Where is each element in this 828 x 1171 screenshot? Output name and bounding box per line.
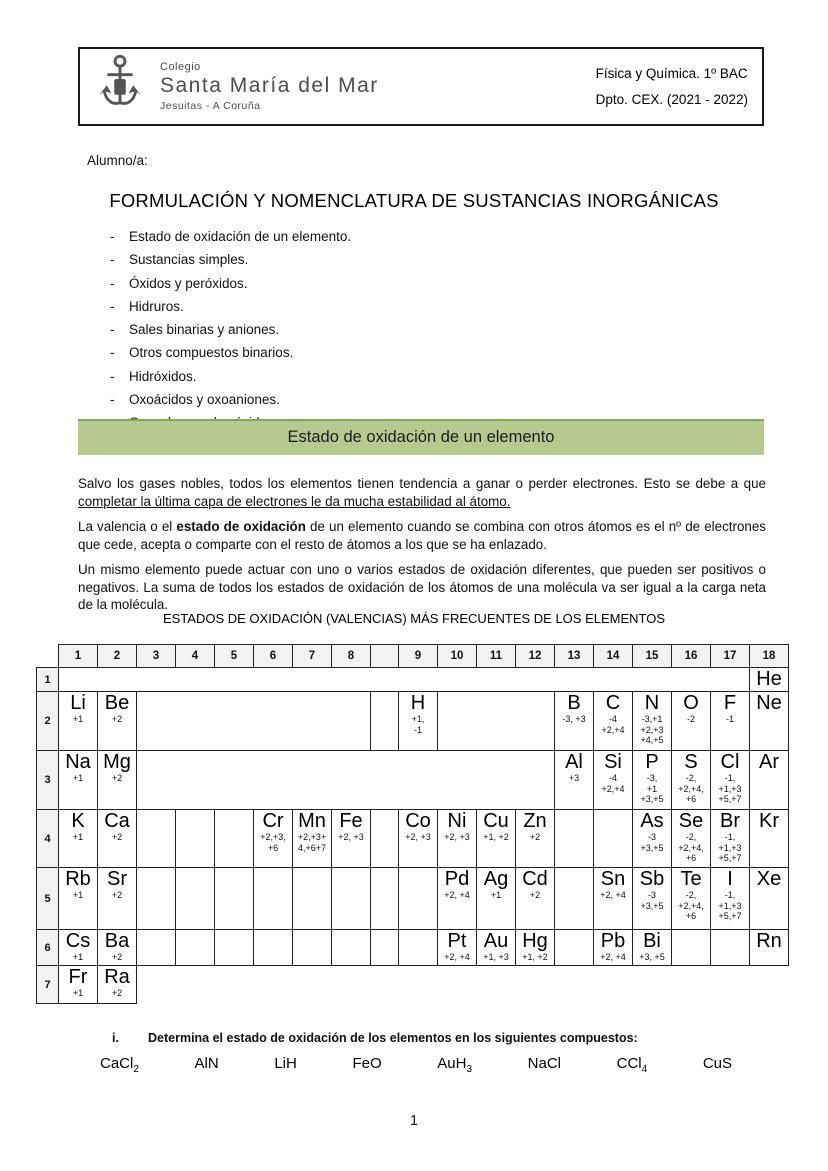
element-cell-Al — [555, 751, 594, 810]
oxidation-states: +2 — [529, 832, 541, 842]
absent-cell — [438, 966, 477, 1004]
element-symbol: F — [723, 692, 737, 714]
element-symbol: Co — [405, 810, 431, 832]
element-cell-Fr — [59, 966, 98, 1004]
element-cell-Ar — [750, 751, 789, 810]
element-cell-Pt — [438, 930, 477, 966]
anchor-icon — [95, 53, 145, 120]
element-symbol: Se — [678, 810, 704, 832]
element-symbol: Cr — [262, 810, 284, 832]
toc-item-label: Sustancias simples. — [129, 252, 249, 268]
oxidation-states: +2, +3 — [338, 832, 364, 842]
group-header-4: 4 — [176, 645, 215, 668]
toc-item-4 — [110, 299, 351, 322]
element-symbol: Xe — [756, 868, 782, 890]
absent-cell — [215, 966, 254, 1004]
element-cell-O — [672, 692, 711, 751]
oxidation-states: +2 — [111, 832, 123, 842]
oxidation-states: -1, +1,+3 +5,+7 — [718, 890, 742, 921]
element-symbol: S — [684, 751, 698, 773]
empty-cell — [293, 930, 332, 966]
element-cell-Cd — [516, 868, 555, 930]
empty-cell — [137, 930, 176, 966]
oxidation-states: +2 — [111, 714, 123, 724]
toc-item-3 — [110, 276, 351, 299]
oxidation-states: -3 +3,+5 — [640, 832, 664, 853]
compound-formula-CCl4: CCl$_4$ — [616, 1055, 648, 1075]
toc-item-7 — [110, 369, 351, 392]
absent-cell — [516, 966, 555, 1004]
group-header-14: 14 — [594, 645, 633, 668]
empty-cell — [59, 668, 750, 692]
paragraph-3-text: Un mismo elemento puede actuar con uno o varios estados de oxidación diferentes, que pueden ser positivos o negativos. La suma de todos los estados de oxidación de los átomos de una molécula va ser igual a la carga neta de la molécula. — [78, 562, 766, 612]
element-cell-B — [555, 692, 594, 751]
toc-item-2 — [110, 252, 351, 275]
element-cell-Cl — [711, 751, 750, 810]
oxidation-states: +2,+3, +6 — [260, 832, 286, 853]
group-header-gap — [371, 645, 399, 668]
group-header-10: 10 — [438, 645, 477, 668]
element-symbol: Ag — [483, 868, 509, 890]
group-header-16: 16 — [672, 645, 711, 668]
school-name: Santa María del Mar — [160, 74, 379, 97]
oxidation-states: +2, +4 — [600, 952, 626, 962]
element-cell-Sn — [594, 868, 633, 930]
oxidation-states: +3, +5 — [639, 952, 665, 962]
element-symbol: Mg — [103, 751, 131, 773]
period-label-6: 6 — [37, 930, 59, 966]
element-cell-Br — [711, 810, 750, 868]
absent-cell — [254, 692, 293, 751]
element-cell-Te — [672, 868, 711, 930]
element-cell-Co — [399, 810, 438, 868]
empty-cell — [137, 751, 555, 810]
element-symbol: C — [605, 692, 621, 714]
element-cell-Na — [59, 751, 98, 810]
element-cell-Mn — [293, 810, 332, 868]
oxidation-states: -3,+1 +2,+3 +4,+5 — [640, 714, 664, 745]
element-symbol: P — [645, 751, 659, 773]
element-cell-He — [750, 668, 789, 692]
oxidation-states: +2 — [111, 952, 123, 962]
absent-cell — [137, 966, 176, 1004]
oxidation-states: +2, +4 — [444, 952, 470, 962]
element-cell-Mg — [98, 751, 137, 810]
absent-cell — [672, 966, 711, 1004]
element-symbol: Ca — [104, 810, 130, 832]
oxidation-states: -2, +2,+4, +6 — [678, 832, 704, 863]
element-cell-P — [633, 751, 672, 810]
element-cell-Pd — [438, 868, 477, 930]
toc-list — [110, 229, 351, 439]
element-symbol: O — [683, 692, 699, 714]
element-symbol: N — [644, 692, 660, 714]
element-cell-Zn — [516, 810, 555, 868]
compound-formula-NaCl: NaCl — [527, 1055, 561, 1072]
toc-item-5 — [110, 322, 351, 345]
element-cell-Cr — [254, 810, 293, 868]
group-header-13: 13 — [555, 645, 594, 668]
element-cell-Ra — [98, 966, 137, 1004]
absent-cell — [633, 966, 672, 1004]
toc-bullet: - — [110, 229, 115, 244]
empty-cell — [594, 810, 633, 868]
element-cell-I — [711, 868, 750, 930]
element-cell-Bi — [633, 930, 672, 966]
oxidation-states: +1 — [72, 773, 84, 783]
element-symbol: Pt — [447, 930, 467, 952]
element-symbol: H — [410, 692, 426, 714]
element-symbol: Fe — [339, 810, 363, 832]
element-symbol: Ni — [447, 810, 467, 832]
oxidation-states: +1 — [72, 988, 84, 998]
oxidation-states: +2, +3 — [405, 832, 431, 842]
absent-cell — [516, 692, 555, 751]
school-logo — [92, 55, 148, 119]
oxidation-states: +2, +4 — [444, 890, 470, 900]
oxidation-states: -1, +1,+3 +5,+7 — [718, 773, 742, 804]
toc-item-8 — [110, 392, 351, 415]
element-symbol: I — [727, 868, 733, 890]
absent-cell — [176, 966, 215, 1004]
oxidation-states: +1, +2 — [483, 832, 509, 842]
school-name-block — [160, 61, 379, 112]
absent-cell — [137, 692, 176, 751]
empty-cell — [371, 930, 399, 966]
empty-cell — [332, 868, 371, 930]
group-header-11: 11 — [477, 645, 516, 668]
group-header-17: 17 — [711, 645, 750, 668]
compound-formula-AlN: AlN — [194, 1055, 219, 1072]
element-symbol: Pb — [600, 930, 626, 952]
element-symbol: Cs — [65, 930, 91, 952]
empty-cell — [254, 930, 293, 966]
paragraph-3 — [78, 561, 766, 613]
absent-cell — [176, 692, 215, 751]
compound-formula-LiH: LiH — [274, 1055, 297, 1072]
empty-cell — [371, 868, 399, 930]
empty-cell — [254, 868, 293, 930]
absent-cell — [332, 692, 371, 751]
section-banner: Estado de oxidación de un elemento — [78, 419, 764, 455]
element-cell-Se — [672, 810, 711, 868]
group-header-6: 6 — [254, 645, 293, 668]
absent-cell — [750, 966, 789, 1004]
element-cell-K — [59, 810, 98, 868]
oxidation-states: +1, +2 — [522, 952, 548, 962]
oxidation-states: -4 +2,+4 — [601, 714, 625, 735]
element-cell-Au — [477, 930, 516, 966]
empty-cell — [137, 868, 176, 930]
element-symbol: Na — [65, 751, 91, 773]
element-symbol: Sb — [639, 868, 665, 890]
element-cell-Sr — [98, 868, 137, 930]
compound-formula-FeO: FeO — [352, 1055, 382, 1072]
period-label-5: 5 — [37, 868, 59, 930]
element-symbol: Li — [70, 692, 86, 714]
element-symbol: Cl — [720, 751, 740, 773]
empty-cell — [215, 930, 254, 966]
oxidation-states-table — [36, 644, 789, 1004]
element-symbol: Ra — [104, 966, 130, 988]
element-cell-Rb — [59, 868, 98, 930]
element-cell-S — [672, 751, 711, 810]
page-number: 1 — [409, 1113, 419, 1129]
element-cell-Ni — [438, 810, 477, 868]
oxidation-states: +2 — [529, 890, 541, 900]
oxidation-states: -2 — [686, 714, 695, 724]
element-cell-Sb — [633, 868, 672, 930]
oxidation-states: +1, -1 — [411, 714, 425, 735]
oxidation-states: +1 — [72, 890, 84, 900]
periodic-table-caption: ESTADOS DE OXIDACIÓN (VALENCIAS) MÁS FRECUENTES DE LOS ELEMENTOS — [162, 611, 666, 626]
group-header-18: 18 — [750, 645, 789, 668]
exercise-1 — [112, 1031, 638, 1045]
element-symbol: Rn — [756, 930, 782, 952]
oxidation-states: +1, +3 — [483, 952, 509, 962]
oxidation-states: +3 — [568, 773, 580, 783]
element-symbol: Si — [604, 751, 622, 773]
absent-cell — [399, 966, 438, 1004]
toc-bullet: - — [110, 252, 115, 268]
paragraph-2 — [78, 518, 766, 553]
oxidation-states: -4 +2,+4 — [601, 773, 625, 794]
element-cell-N — [633, 692, 672, 751]
element-cell-C — [594, 692, 633, 751]
element-symbol: Al — [565, 751, 583, 773]
absent-cell — [254, 966, 293, 1004]
absent-cell — [477, 692, 516, 751]
period-label-1: 1 — [37, 668, 59, 692]
element-symbol: Cu — [483, 810, 509, 832]
element-symbol: Fr — [68, 966, 88, 988]
element-cell-F — [711, 692, 750, 751]
school-subtitle: Jesuitas - A Coruña — [160, 100, 261, 112]
absent-cell — [293, 966, 332, 1004]
paragraph-2-text: La valencia o el — [78, 519, 177, 535]
empty-cell — [176, 930, 215, 966]
period-label-2: 2 — [37, 692, 59, 751]
periodic-table — [36, 644, 789, 1004]
empty-cell — [555, 810, 594, 868]
empty-cell — [293, 868, 332, 930]
group-header-9: 9 — [399, 645, 438, 668]
oxidation-states: -2, +2,+4, +6 — [678, 773, 704, 804]
absent-cell — [555, 966, 594, 1004]
element-cell-Ba — [98, 930, 137, 966]
oxidation-states: -3, +3 — [562, 714, 586, 724]
element-symbol: Be — [104, 692, 130, 714]
element-cell-Kr — [750, 810, 789, 868]
empty-cell — [672, 930, 711, 966]
element-symbol: He — [756, 668, 782, 690]
empty-cell — [399, 930, 438, 966]
school-header-box — [78, 47, 764, 126]
document-title: FORMULACIÓN Y NOMENCLATURA DE SUSTANCIAS INORGÁNICAS — [109, 190, 719, 211]
element-cell-As — [633, 810, 672, 868]
absent-cell — [371, 966, 399, 1004]
paragraph-1-text: Salvo los gases nobles, todos los elementos tienen tendencia a ganar o perder electrones. Esto se debe a que — [78, 476, 766, 492]
period-label-7: 7 — [37, 966, 59, 1004]
oxidation-states: -1 — [725, 714, 734, 724]
toc-item-label: Oxoácidos y oxoaniones. — [129, 392, 280, 408]
element-symbol: Cd — [522, 868, 548, 890]
header-course-block — [596, 66, 748, 107]
group-header-12: 12 — [516, 645, 555, 668]
compound-formula-AuH3: AuH$_3$ — [437, 1055, 473, 1075]
element-symbol: Zn — [523, 810, 547, 832]
empty-cell — [371, 692, 399, 751]
toc-bullet: - — [110, 298, 115, 314]
paragraph-2-text-post: de un elemento cuando se combina con otros átomos es el nº de electrones que cede, acepta o comparte con el resto de átomos a los que se ha enlazado. — [78, 519, 766, 552]
empty-cell — [399, 868, 438, 930]
element-symbol: Ar — [759, 751, 779, 773]
compounds-row — [100, 1055, 732, 1075]
element-symbol: Mn — [298, 810, 326, 832]
toc-item-label: Óxidos y peróxidos. — [129, 275, 248, 291]
element-cell-Pb — [594, 930, 633, 966]
school-label-colegio: Colegio — [160, 61, 201, 73]
element-symbol: Rb — [65, 868, 91, 890]
element-cell-Si — [594, 751, 633, 810]
group-header-15: 15 — [633, 645, 672, 668]
group-header-2: 2 — [98, 645, 137, 668]
empty-cell — [371, 810, 399, 868]
toc-item-label: Hidruros. — [129, 298, 184, 314]
exercise-text: Determina el estado de oxidación de los elementos en los siguientes compuestos: — [148, 1031, 638, 1045]
oxidation-states: -3, +1 +3,+5 — [640, 773, 664, 804]
element-symbol: Pd — [444, 868, 470, 890]
empty-cell — [176, 810, 215, 868]
oxidation-states: +2, +3 — [444, 832, 470, 842]
element-symbol: Sn — [600, 868, 626, 890]
compound-formula-CaCl2: CaCl$_2$ — [100, 1055, 139, 1075]
toc-bullet: - — [110, 345, 115, 361]
element-symbol: B — [567, 692, 581, 714]
element-cell-Li — [59, 692, 98, 751]
compound-formula-CuS: CuS — [702, 1055, 732, 1072]
toc-bullet: - — [110, 368, 115, 384]
empty-cell — [711, 930, 750, 966]
paragraph-1 — [78, 475, 766, 510]
empty-cell — [137, 810, 176, 868]
oxidation-states: +2, +4 — [600, 890, 626, 900]
oxidation-states: +1 — [72, 714, 84, 724]
element-cell-H — [399, 692, 438, 751]
absent-cell — [477, 966, 516, 1004]
oxidation-states: +2 — [111, 773, 123, 783]
oxidation-states: -2, +2,+4, +6 — [678, 890, 704, 921]
group-header-3: 3 — [137, 645, 176, 668]
period-label-4: 4 — [37, 810, 59, 868]
empty-cell — [176, 868, 215, 930]
absent-cell — [293, 692, 332, 751]
toc-bullet: - — [110, 392, 115, 408]
element-cell-Be — [98, 692, 137, 751]
element-cell-Ne — [750, 692, 789, 751]
element-cell-Xe — [750, 868, 789, 930]
element-symbol: Br — [720, 810, 740, 832]
toc-bullet: - — [110, 322, 115, 338]
element-symbol: Ba — [104, 930, 130, 952]
empty-cell — [555, 930, 594, 966]
group-header-1: 1 — [59, 645, 98, 668]
element-cell-Cu — [477, 810, 516, 868]
group-header-8: 8 — [332, 645, 371, 668]
empty-cell — [215, 810, 254, 868]
element-symbol: Te — [680, 868, 702, 890]
empty-cell — [332, 930, 371, 966]
element-symbol: Au — [483, 930, 509, 952]
oxidation-states: +1 — [72, 832, 84, 842]
oxidation-states: +2 — [111, 890, 123, 900]
oxidation-states: -3 +3,+5 — [640, 890, 664, 911]
element-cell-Ag — [477, 868, 516, 930]
toc-item-label: Estado de oxidación de un elemento. — [129, 229, 352, 244]
oxidation-states: +2,+3+ 4,+6+7 — [297, 832, 327, 853]
table-corner — [37, 645, 59, 668]
empty-cell — [215, 868, 254, 930]
element-symbol: As — [640, 810, 664, 832]
element-symbol: Ne — [756, 692, 782, 714]
element-symbol: K — [71, 810, 85, 832]
absent-cell — [215, 692, 254, 751]
oxidation-states: +1 — [490, 890, 502, 900]
element-cell-Ca — [98, 810, 137, 868]
absent-cell — [332, 966, 371, 1004]
group-header-5: 5 — [215, 645, 254, 668]
department-year: Dpto. CEX. (2021 - 2022) — [595, 92, 748, 107]
student-name-label: Alumno/a: — [87, 153, 148, 168]
toc-bullet: - — [110, 275, 115, 291]
oxidation-states: +1 — [72, 952, 84, 962]
element-cell-Rn — [750, 930, 789, 966]
element-symbol: Bi — [643, 930, 661, 952]
oxidation-states: -1, +1,+3 +5,+7 — [718, 832, 742, 863]
element-symbol: Sr — [107, 868, 127, 890]
toc-item-label: Sales binarias y aniones. — [129, 322, 280, 338]
oxidation-states: +2 — [111, 988, 123, 998]
toc-item-label: Hidróxidos. — [129, 368, 197, 384]
element-symbol: Kr — [759, 810, 779, 832]
element-symbol: Hg — [522, 930, 548, 952]
element-cell-Hg — [516, 930, 555, 966]
paragraph-1-underlined-text: completar la última capa de electrones le da mucha estabilidad al átomo. — [78, 493, 511, 509]
toc-item-6 — [110, 345, 351, 368]
course-name: Física y Química. 1º BAC — [595, 66, 748, 81]
element-cell-Fe — [332, 810, 371, 868]
exercise-index: i. — [112, 1031, 119, 1045]
absent-cell — [594, 966, 633, 1004]
absent-cell — [711, 966, 750, 1004]
toc-item-label: Otros compuestos binarios. — [129, 345, 294, 361]
toc-item-1 — [110, 229, 351, 252]
empty-cell — [555, 868, 594, 930]
group-header-7: 7 — [293, 645, 332, 668]
paragraph-2-bold-text: estado de oxidación — [176, 519, 306, 535]
period-label-3: 3 — [37, 751, 59, 810]
element-cell-Cs — [59, 930, 98, 966]
absent-cell — [438, 692, 477, 751]
